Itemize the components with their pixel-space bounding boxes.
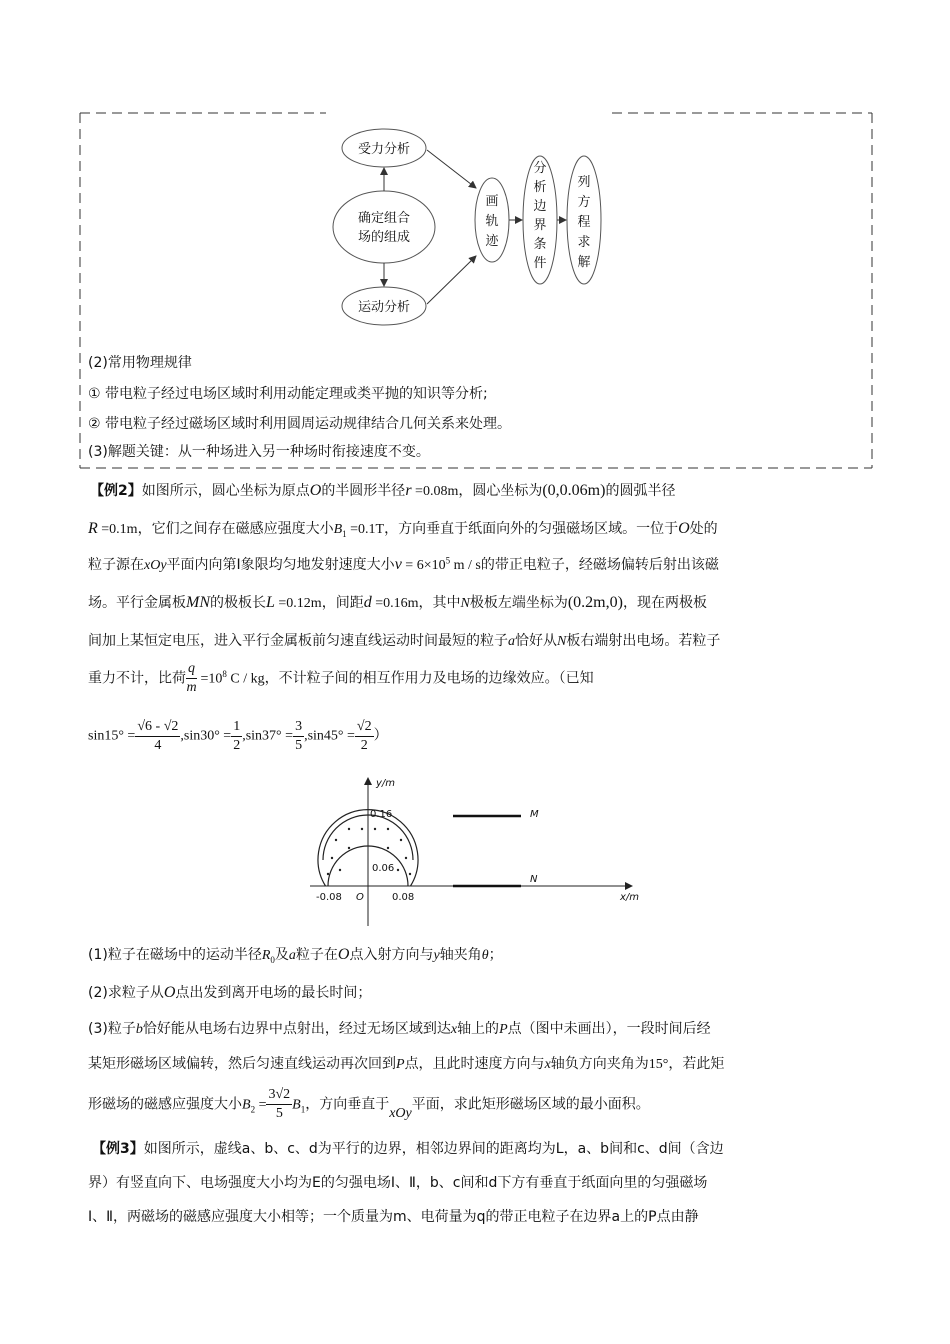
boundary-char: 件 xyxy=(533,256,547,271)
motion-analysis-label: 运动分析 xyxy=(357,300,411,315)
example2-line-2: R =0.1m，它们之间存在磁感应强度大小$B_1 =0.1T$，方向垂直于纸面向外的匀强磁场区域。一位于O处的 xyxy=(88,520,718,539)
field-composition-line1: 确定组合 xyxy=(357,211,411,226)
rules-item-2: ② 带电粒子经过磁场区域时利用圆周运动规律结合几何关系来处理。 xyxy=(88,416,511,432)
boundary-char: 界 xyxy=(533,218,547,233)
analysis-flowchart xyxy=(0,0,950,340)
equation-char: 程 xyxy=(577,215,591,230)
example2-question-3-line-3: 形磁场的磁感应强度大小$B_2$ = $\frac{3√2}{5}$ $B_1$，方向垂直于xOy平面，求此矩形磁场区域的最小面积。 xyxy=(88,1087,650,1121)
boundary-char: 边 xyxy=(533,199,547,214)
example2-question-1: (1)粒子在磁场中的运动半径$R_0$及a粒子在O点入射方向与y轴夹角θ； xyxy=(88,946,503,965)
example2-line-5: 间加上某恒定电压，进入平行金属板前匀速直线运动时间最短的粒子a恰好从N板右端射出电场。若粒子 xyxy=(88,633,721,649)
label-origin: O xyxy=(356,892,364,903)
example2-question-2: (2)求粒子从O点出发到离开电场的最长时间； xyxy=(88,984,372,1001)
label-0.08: 0.08 xyxy=(392,892,415,903)
rules-key: (3)解题关键：从一种场进入另一种场时衔接速度不变。 xyxy=(88,444,430,460)
rules-title: (2)常用物理规律 xyxy=(88,355,192,371)
charge-mass-fraction: $\frac{q}{m}$ xyxy=(186,661,197,695)
example2-question-3-line-2: 某矩形磁场区域偏转，然后匀速直线运动再次回到P点，且此时速度方向与x轴负方向夹角为15°，若此矩 xyxy=(88,1056,725,1072)
example2-trig-values: sin15° = $\frac{√6 - √2}{4}$ ,sin30° = $\frac{1}{2}$ ,sin37° = $\frac{3}{5}$ ,sin45° = $\frac{√2}{2}$ ） xyxy=(88,719,388,753)
boundary-char: 分 xyxy=(533,161,547,176)
equation-char: 解 xyxy=(577,255,591,270)
example3-line-3: Ⅰ、Ⅱ，两磁场的磁感应强度大小相等；一个质量为m、电荷量为q的带正电粒子在边界a上的P点由静 xyxy=(88,1209,699,1225)
example2-question-3-line-1: (3)粒子b恰好能从电场右边界中点射出，经过无场区域到达x轴上的P点（图中未画出），一段时间后经 xyxy=(88,1021,711,1037)
example2-line-1: 【例2】如图所示，圆心坐标为原点O的半圆形半径r =0.08m，圆心坐标为(0,0.06m)的圆弧半径 xyxy=(90,482,676,499)
example3-line-1: 【例3】如图所示，虚线a、b、c、d为平行的边界，相邻边界间的距离均为L，a、b间和c、d间（含边 xyxy=(92,1141,724,1157)
boundary-char: 条 xyxy=(533,237,547,252)
field-composition-line2: 场的组成 xyxy=(357,230,411,245)
example2-line-4: 场。平行金属板MN的极板长L =0.12m，间距d =0.16m，其中N极板左端坐标为(0.2m,0)，现在两极板 xyxy=(88,594,707,611)
example3-label: 【例3】 xyxy=(92,1141,144,1157)
force-analysis-label: 受力分析 xyxy=(357,142,411,157)
example2-line-6: 重力不计，比荷 $\frac{q}{m}$ $=10^8$ C / kg，不计粒子间的相互作用力及电场的边缘效应。（已知 xyxy=(88,661,594,695)
equation-char: 列 xyxy=(577,175,591,190)
field-diagram xyxy=(300,770,650,930)
example3-line-2: 界）有竖直向下、电场强度大小均为E的匀强电场Ⅰ、Ⅱ，b、c间和d下方有垂直于纸面向里的匀强磁场 xyxy=(88,1175,708,1191)
draw-char: 轨 xyxy=(485,214,499,229)
field-composition-node xyxy=(333,191,435,263)
equation-char: 求 xyxy=(577,235,591,250)
label-0.16: 0.16 xyxy=(370,809,393,820)
label-N: N xyxy=(530,874,538,885)
magnetic-field-dots xyxy=(327,828,411,875)
label-M: M xyxy=(530,809,539,820)
label-neg-0.08: -0.08 xyxy=(316,892,342,903)
y-axis-label: y/m xyxy=(376,778,396,789)
example2-label: 【例2】 xyxy=(90,483,142,499)
boundary-char: 析 xyxy=(533,180,547,195)
equation-char: 方 xyxy=(577,195,591,210)
example2-line-3: 粒子源在xOy平面内向第Ⅰ象限均匀地发射速度大小$v = 6\times 10^5$ m / s的带正电粒子，经磁场偏转后射出该磁 xyxy=(88,555,719,573)
rules-item-1: ① 带电粒子经过电场区域时利用动能定理或类平抛的知识等分析; xyxy=(88,386,488,402)
label-0.06: 0.06 xyxy=(372,863,395,874)
draw-char: 画 xyxy=(485,194,499,209)
draw-char: 迹 xyxy=(485,234,499,249)
x-axis-label: x/m xyxy=(620,892,640,903)
